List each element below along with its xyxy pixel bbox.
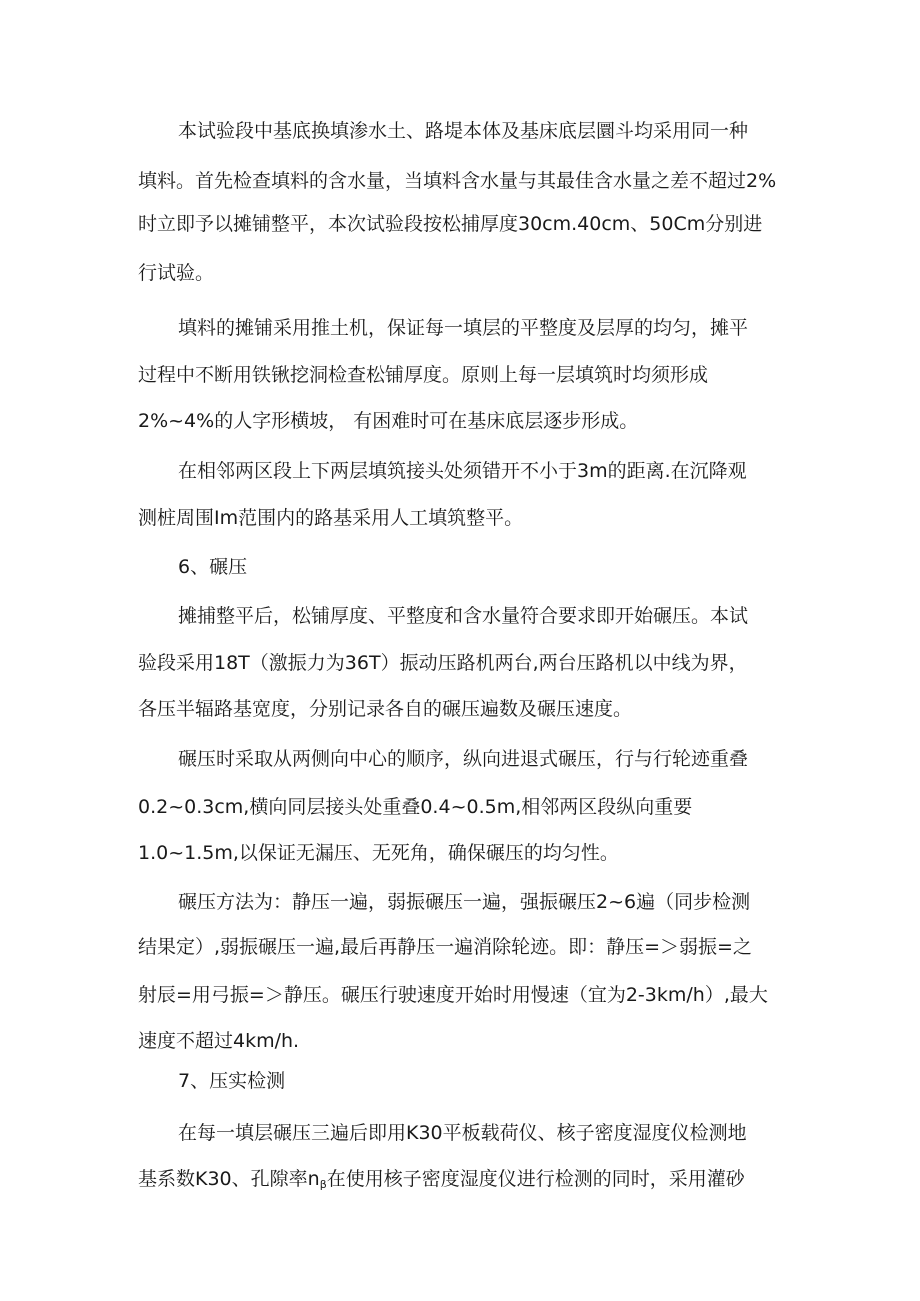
section-heading: 6、碾压 — [178, 556, 248, 578]
text-line: 摊捕整平后，松铺厚度、平整度和含水量符合要求即开始碾压。本试 — [178, 605, 749, 627]
text-line: 验段采用18T（激振力为36T）振动压路机两台,两台压路机以中线为界， — [138, 652, 748, 674]
text-line: 碾压方法为：静压一遍，弱振碾压一遍，强振碾压2~6遍（同步检测 — [178, 891, 751, 913]
text-line: 本试验段中基底换填渗水土、路堤本体及基床底层圜斗均采用同一种 — [178, 120, 749, 142]
subscript: β — [319, 1178, 327, 1191]
text-fragment: 在使用核子密度湿度仪进行检测的同时，采用灌砂 — [326, 1168, 745, 1190]
text-line: 过程中不断用铁锹挖洞检查松铺厚度。原则上每一层填筑时均须形成 — [138, 364, 709, 386]
section-heading: 7、压实检测 — [178, 1070, 286, 1092]
text-line: 在每一填层碾压三遍后即用K30平板载荷仪、核子密度湿度仪检测地 — [178, 1122, 747, 1144]
text-fragment: 基系数K30、孔隙率n — [138, 1168, 320, 1190]
text-line: 填料的摊铺采用推土机，保证每一填层的平整度及层厚的均匀，摊平 — [178, 317, 749, 339]
text-line: 1.0~1.5m,以保证无漏压、无死角，确保碾压的均匀性。 — [138, 842, 619, 864]
text-line: 时立即予以摊铺整平，本次试验段按松捕厚度30cm.40cm、50Cm分别进 — [138, 213, 763, 235]
text-line: 射辰=用弓振=＞静压。碾压行驶速度开始时用慢速（宜为2-3km∕h）,最大 — [138, 984, 768, 1006]
text-line: 填料。首先检查填料的含水量，当填料含水量与其最佳含水量之差不超过2% — [138, 170, 777, 192]
text-line: 碾压时采取从两侧向中心的顺序，纵向进退式碾压，行与行轮迹重叠 — [178, 748, 749, 770]
text-line: 测桩周围Im范围内的路基采用人工填筑整平。 — [138, 507, 524, 529]
text-line: 行试验。 — [138, 262, 215, 284]
text-line: 0.2~0.3cm,横向同层接头处重叠0.4~0.5m,相邻两区段纵向重要 — [138, 796, 693, 818]
text-line: 结果定）,弱振碾压一遍,最后再静压一遍消除轮迹。即：静压=＞弱振=之 — [138, 936, 752, 958]
text-line: 速度不超过4km∕h. — [138, 1030, 300, 1052]
text-line — [138, 1166, 745, 1198]
text-line: 2%~4%的人字形横坡， 有困难时可在基床底层逐步形成。 — [138, 410, 639, 432]
text-line: 在相邻两区段上下两层填筑接头处须错开不小于3m的距离.在沉降观 — [178, 460, 747, 482]
text-line: 各压半辐路基宽度，分别记录各自的碾压遍数及碾压速度。 — [138, 698, 633, 720]
